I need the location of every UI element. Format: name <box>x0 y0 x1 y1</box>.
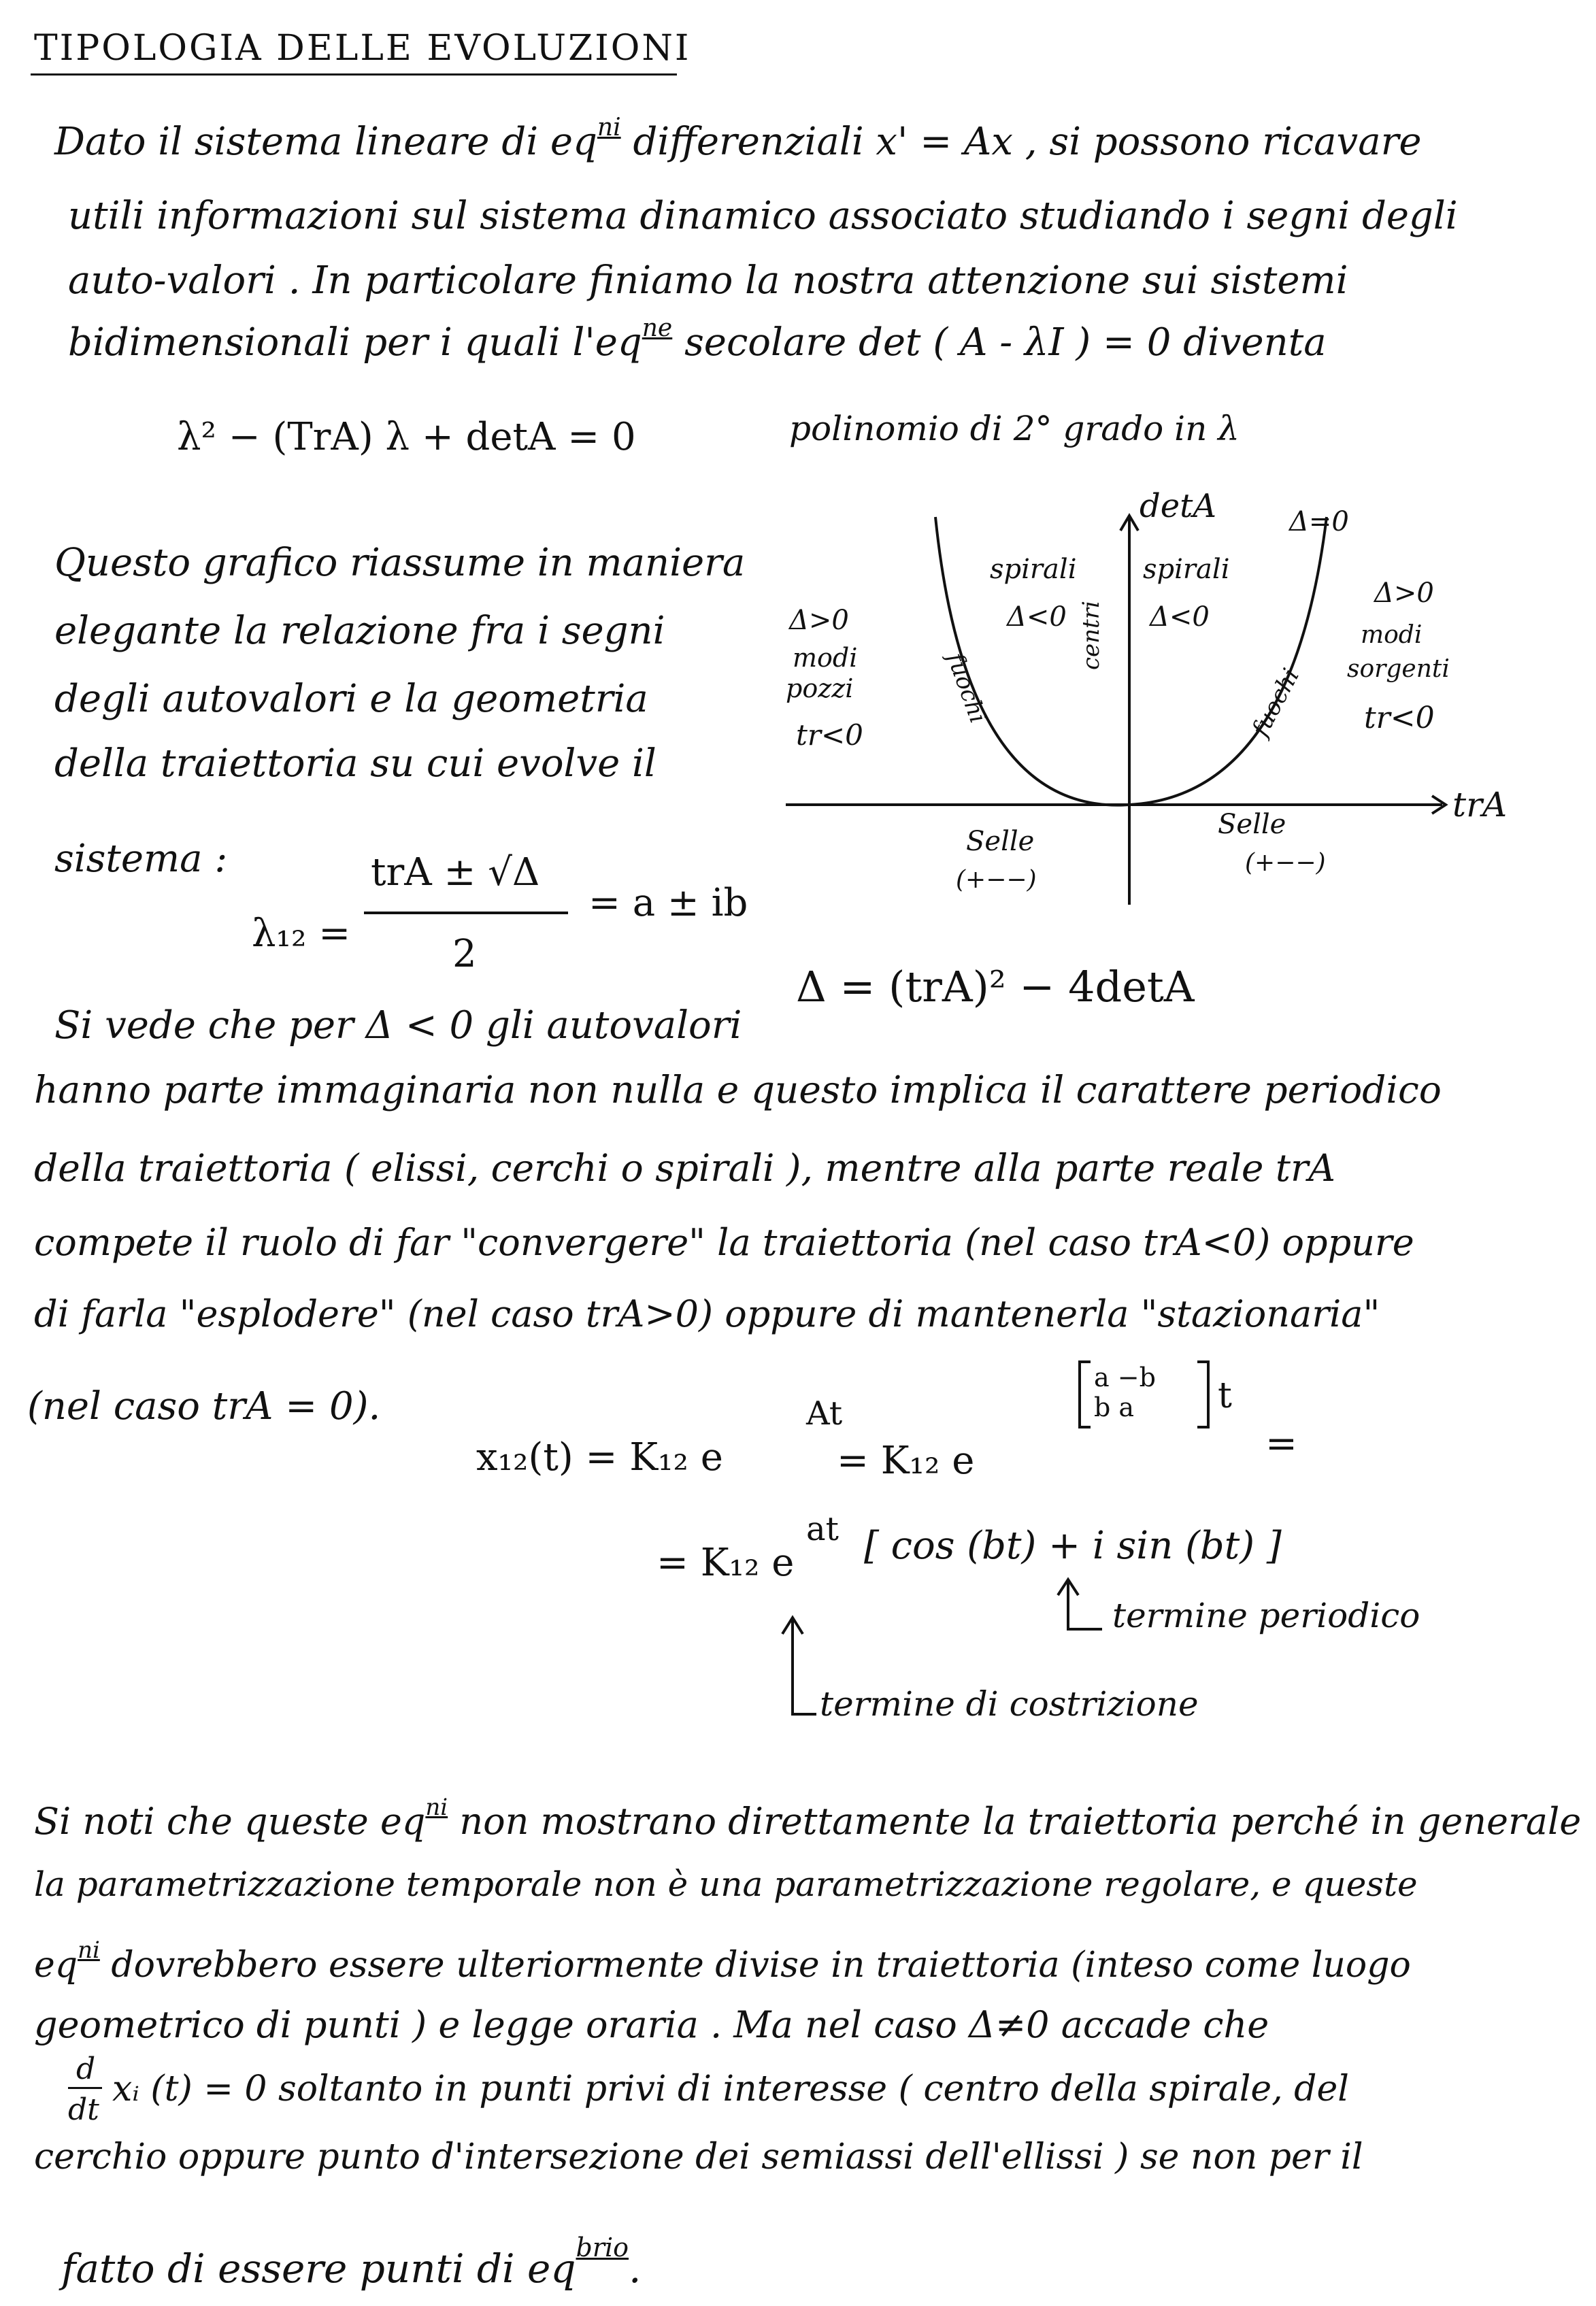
selle-right-label: Selle <box>1218 809 1286 840</box>
para3-line-1 <box>34 1794 1582 1843</box>
fuochi-right-label: fuochi <box>1246 664 1306 741</box>
intro-line-1-rest: differenziali x' = Ax , si possono ricavare <box>633 120 1422 164</box>
graph-text-line-3: degli autovalori e la geometria <box>54 677 648 721</box>
para2-line-6: (nel caso trA = 0). <box>27 1384 381 1428</box>
eigen-formula-numerator: trA ± √Δ <box>371 850 540 895</box>
x-axis-label: trA <box>1452 785 1508 824</box>
para3-line-1-sup: ni <box>425 1794 448 1821</box>
right-delta-label: Δ>0 <box>1374 578 1434 609</box>
characteristic-equation: λ² − (TrA) λ + detA = 0 <box>177 415 636 459</box>
eigen-formula-denominator: 2 <box>452 932 477 976</box>
para3-line-3-b: dovrebbero essere ulteriormente divise in traiettoria (inteso come luogo <box>111 1945 1411 1986</box>
solution-exponent-at-2: at <box>806 1510 839 1548</box>
spirali-left-delta: Δ<0 <box>1007 601 1067 633</box>
polynomial-note: polinomio di 2° grado in λ <box>789 409 1240 448</box>
para3-line-4: geometrico di punti ) e legge oraria . Ma nel caso Δ≠0 accade che <box>34 2003 1269 2046</box>
delta-formula: Δ = (trA)² − 4detA <box>796 962 1195 1012</box>
spirali-right-label: spirali <box>1143 554 1230 585</box>
para3-line-7-text: fatto di essere punti di eq <box>61 2245 576 2292</box>
para3-line-7 <box>61 2233 642 2292</box>
para3-line-3 <box>34 1937 1411 1986</box>
para3-line-7-sup: brio <box>576 2233 629 2262</box>
left-tr-label: tr<0 <box>796 718 863 752</box>
matrix-row-1: a −b <box>1094 1363 1156 1392</box>
derivative-denominator: dt <box>68 2092 99 2127</box>
periodic-term-label: termine periodico <box>1112 1596 1420 1635</box>
eigen-formula-lhs: λ₁₂ = <box>252 912 351 956</box>
para2-line-4: compete il ruolo di far "convergere" la traiettoria (nel caso trA<0) oppure <box>34 1221 1414 1264</box>
page-title: TIPOLOGIA DELLE EVOLUZIONI <box>34 28 691 69</box>
left-pozzi-label: pozzi <box>786 673 854 703</box>
selle-right-sign: (+−−) <box>1245 849 1326 877</box>
left-delta-label: Δ>0 <box>789 605 849 636</box>
delta-zero-label: Δ=0 <box>1289 506 1349 537</box>
solution-line-1-equals: = <box>1265 1422 1297 1466</box>
graph-text-line-4: della traiettoria su cui evolve il <box>54 741 656 786</box>
solution-line-1-lhs: x₁₂(t) = K₁₂ e <box>476 1435 723 1480</box>
graph-text-line-1: Questo grafico riassume in maniera <box>54 541 746 585</box>
solution-exponent-at: At <box>806 1394 843 1433</box>
intro-line-4-rest: secolare det ( A - λI ) = 0 diventa <box>684 320 1327 365</box>
para2-line-5: di farla "esplodere" (nel caso trA>0) oppure di mantenerla "stazionaria" <box>34 1292 1380 1335</box>
solution-line-2-rest: [ cos (bt) + i sin (bt) ] <box>864 1524 1282 1568</box>
para2-line-1: Si vede che per Δ < 0 gli autovalori <box>54 1003 742 1048</box>
para3-line-1-b: non mostrano direttamente la traiettoria perché in generale <box>459 1800 1582 1843</box>
intro-line-3: auto-valori . In particolare finiamo la nostra attenzione sui sistemi <box>68 258 1348 303</box>
right-sorgenti-label: sorgenti <box>1347 655 1450 683</box>
intro-line-4-sup: ne <box>642 314 673 342</box>
para3-line-3-sup: ni <box>78 1937 100 1964</box>
intro-line-4-text: bidimensionali per i quali l'eq <box>68 320 642 365</box>
matrix-exponent-t: t <box>1218 1375 1232 1416</box>
para2-line-3: della traiettoria ( elissi, cerchi o spirali ), mentre alla parte reale trA <box>34 1146 1335 1190</box>
fuochi-left-label: fuochi <box>941 649 992 727</box>
intro-line-1-sup: ni <box>597 114 621 141</box>
para2-line-2: hanno parte immaginaria non nulla e questo implica il carattere periodico <box>34 1068 1442 1112</box>
para3-line-2: la parametrizzazione temporale non è una parametrizzazione regolare, e queste <box>34 1865 1418 1904</box>
right-tr-label: tr<0 <box>1364 701 1435 735</box>
selle-left-label: Selle <box>966 826 1035 857</box>
solution-line-1-mid: = K₁₂ e <box>837 1439 975 1483</box>
constriction-term-label: termine di costrizione <box>820 1684 1199 1724</box>
derivative-numerator: d <box>76 2052 96 2086</box>
spirali-left-label: spirali <box>990 554 1077 585</box>
eigen-formula-rhs: = a ± ib <box>588 881 748 925</box>
y-axis-label: detA <box>1140 487 1217 525</box>
intro-line-2: utili informazioni sul sistema dinamico associato studiando i segni degli <box>68 194 1458 238</box>
matrix-row-2: b a <box>1094 1392 1135 1422</box>
left-modi-label: modi <box>793 643 858 673</box>
graph-text-line-5: sistema : <box>54 837 228 881</box>
graph-text-line-2: elegante la relazione fra i segni <box>54 609 665 653</box>
para3-line-7-end: . <box>629 2245 642 2292</box>
constriction-arrow <box>793 1619 816 1714</box>
para3-line-6: cerchio oppure punto d'intersezione dei semiassi dell'ellissi ) se non per il <box>34 2137 1363 2177</box>
intro-line-1-text: Dato il sistema lineare di eq <box>54 120 597 164</box>
para3-line-3-a: eq <box>34 1945 78 1986</box>
spirali-right-delta: Δ<0 <box>1150 601 1210 633</box>
para3-line-5: xᵢ (t) = 0 soltanto in punti privi di interesse ( centro della spirale, del <box>112 2069 1349 2109</box>
para3-line-1-a: Si noti che queste eq <box>34 1800 426 1843</box>
right-modi-label: modi <box>1361 621 1423 649</box>
selle-left-sign: (+−−) <box>956 866 1037 894</box>
derivative-bar <box>68 2087 102 2089</box>
centri-label: centri <box>1078 601 1105 670</box>
solution-line-2-lhs: = K₁₂ e <box>656 1541 795 1585</box>
